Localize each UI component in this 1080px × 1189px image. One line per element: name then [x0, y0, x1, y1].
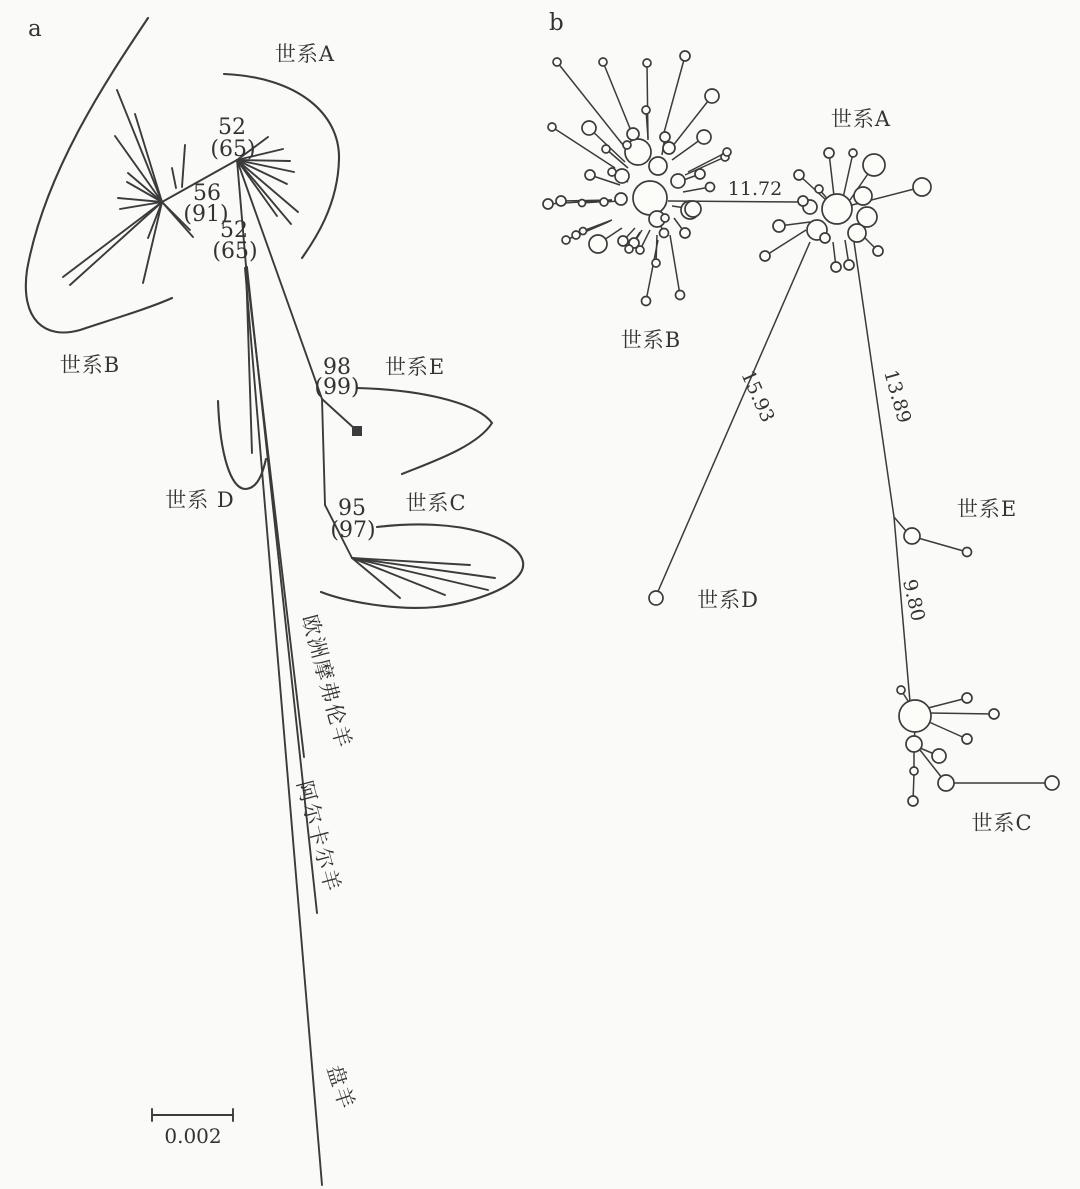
haplotype-node — [636, 246, 644, 254]
haplotype-node — [562, 236, 570, 244]
haplotype-node — [582, 121, 596, 135]
panel-a-lineage-a-label: 世系A — [274, 42, 336, 66]
taxon-arkal-urial-label: 阿尔卡尔羊 — [292, 778, 346, 896]
haplotype-node — [615, 169, 629, 183]
haplotype-stalk — [930, 713, 994, 714]
panel-b-lineage-a-label: 世系A — [830, 107, 892, 131]
haplotype-node — [615, 193, 627, 205]
haplotype-node — [589, 235, 607, 253]
tree-branch — [322, 399, 325, 505]
haplotype-node — [904, 528, 920, 544]
panel-a-lineage-e-label: 世系E — [384, 355, 446, 379]
haplotype-node — [660, 229, 669, 238]
haplotype-node — [608, 168, 616, 176]
panel-b-lineage-c-label: 世系C — [971, 811, 1033, 835]
haplotype-node — [579, 200, 586, 207]
haplotype-node — [585, 170, 595, 180]
haplotype-node — [618, 236, 628, 246]
bootstrap-node-ab-support: (91) — [183, 202, 229, 227]
panel-b-lineage-b-label: 世系B — [620, 328, 682, 352]
haplotype-node — [760, 251, 770, 261]
haplotype-node — [897, 686, 905, 694]
haplotype-node — [599, 58, 607, 66]
panel-b-lineage-e-label: 世系E — [956, 497, 1018, 521]
haplotype-node — [989, 709, 999, 719]
tree-branch — [182, 145, 185, 187]
bootstrap-node-ab-value: 56 — [193, 181, 221, 206]
haplotype-node — [548, 123, 556, 131]
haplotype-node — [963, 548, 972, 557]
scale-bar-value: 0.002 — [164, 1124, 222, 1148]
haplotype-node — [848, 224, 866, 242]
haplotype-node — [706, 183, 715, 192]
haplotype-node — [794, 170, 804, 180]
haplotype-stalk — [918, 538, 967, 552]
haplotype-node — [680, 228, 690, 238]
haplotype-node — [962, 693, 972, 703]
haplotype-node — [913, 178, 931, 196]
haplotype-node — [695, 169, 705, 179]
haplotype-node — [1045, 776, 1059, 790]
haplotype-node — [908, 796, 918, 806]
panel-a-phylogenetic-tree — [26, 18, 523, 1185]
haplotype-node — [649, 157, 667, 175]
haplotype-node — [854, 187, 872, 205]
haplotype-node — [625, 245, 633, 253]
haplotype-stalk — [662, 56, 685, 140]
haplotype-node — [556, 196, 566, 206]
lineage-e-haplotype-marker — [352, 426, 362, 436]
haplotype-node — [705, 89, 719, 103]
haplotype-node — [899, 700, 931, 732]
haplotype-node — [822, 194, 852, 224]
haplotype-node — [663, 142, 675, 154]
haplotype-node — [676, 291, 685, 300]
panel-a-label: a — [28, 16, 42, 42]
lineage-b-bracket — [26, 18, 172, 333]
bootstrap-node-trunk-support: (65) — [212, 239, 258, 264]
haplotype-stalk — [829, 153, 834, 196]
haplotype-node — [863, 154, 885, 176]
haplotype-node — [543, 199, 553, 209]
haplotype-node — [553, 58, 561, 66]
haplotype-node — [633, 181, 667, 215]
haplotype-node — [660, 132, 670, 142]
cluster-lineage-b — [543, 51, 731, 306]
haplotype-node — [697, 130, 711, 144]
edge-length-a-to-d: 15.93 — [736, 367, 779, 426]
taxon-european-mouflon-label: 欧洲摩弗伦羊 — [297, 612, 357, 752]
edge-length-b-to-a: 11.72 — [727, 178, 783, 200]
panel-b-label: b — [549, 10, 564, 36]
bootstrap-node-trunk-value: 52 — [220, 218, 248, 243]
cluster-lineage-d — [649, 591, 663, 605]
haplotype-node — [642, 297, 651, 306]
haplotype-stalk — [929, 722, 967, 739]
haplotype-node — [910, 767, 918, 775]
haplotype-stalk — [928, 698, 967, 708]
haplotype-stalk — [765, 230, 806, 256]
haplotype-node — [906, 736, 922, 752]
haplotype-node — [623, 141, 631, 149]
panel-a-lineage-d-label: 世系 D — [165, 488, 235, 512]
edge-length-e-to-c: 9.80 — [898, 577, 930, 624]
haplotype-node — [680, 51, 690, 61]
tree-branch — [70, 202, 162, 285]
haplotype-node — [600, 198, 608, 206]
haplotype-node — [627, 128, 639, 140]
haplotype-node — [962, 734, 972, 744]
cluster-lineage-a — [760, 148, 931, 272]
haplotype-node — [815, 185, 823, 193]
panel-a-lineage-c-label: 世系C — [405, 491, 467, 515]
lineage-d-bracket — [218, 401, 266, 489]
tree-branch — [117, 90, 162, 202]
haplotype-node — [849, 149, 857, 157]
tree-branch — [245, 268, 322, 1185]
panel-b-lineage-d-label: 世系D — [697, 588, 759, 612]
haplotype-node — [820, 233, 830, 243]
haplotype-node — [873, 246, 883, 256]
haplotype-stalk — [670, 235, 680, 295]
haplotype-node — [652, 259, 660, 267]
haplotype-node — [685, 201, 701, 217]
bootstrap-node-a-value: 52 — [218, 115, 246, 140]
figure-labels — [28, 10, 1033, 1148]
cluster-lineage-e — [904, 528, 972, 557]
tree-branch — [322, 399, 355, 429]
bootstrap-node-e-value: 98 — [323, 355, 351, 380]
haplotype-node — [844, 260, 854, 270]
haplotype-node — [798, 196, 808, 206]
taxon-argali-label: 盘羊 — [322, 1062, 360, 1114]
bootstrap-node-e-support: (99) — [314, 375, 360, 400]
bootstrap-node-c-support: (97) — [330, 518, 376, 543]
haplotype-node — [643, 59, 651, 67]
haplotype-node — [824, 148, 834, 158]
haplotype-node — [671, 174, 685, 188]
haplotype-node — [661, 214, 669, 222]
haplotype-node — [572, 231, 580, 239]
panel-a-lineage-b-label: 世系B — [59, 353, 121, 377]
lineage-e-bracket — [357, 388, 492, 474]
network-edge — [894, 517, 906, 531]
haplotype-node — [723, 148, 731, 156]
edge-length-a-to-e: 13.89 — [879, 367, 916, 426]
haplotype-stalk — [843, 153, 853, 198]
panel-b-haplotype-network — [543, 51, 1059, 806]
haplotype-node — [938, 775, 954, 791]
haplotype-node — [932, 749, 946, 763]
bootstrap-node-c-value: 95 — [338, 496, 366, 521]
tree-branch — [172, 168, 176, 188]
haplotype-node — [649, 591, 663, 605]
haplotype-node — [642, 106, 650, 114]
bootstrap-node-a-support: (65) — [210, 137, 256, 162]
cluster-lineage-c — [897, 686, 1059, 806]
haplotype-node — [602, 145, 610, 153]
haplotype-node — [831, 262, 841, 272]
haplotype-node — [773, 220, 785, 232]
